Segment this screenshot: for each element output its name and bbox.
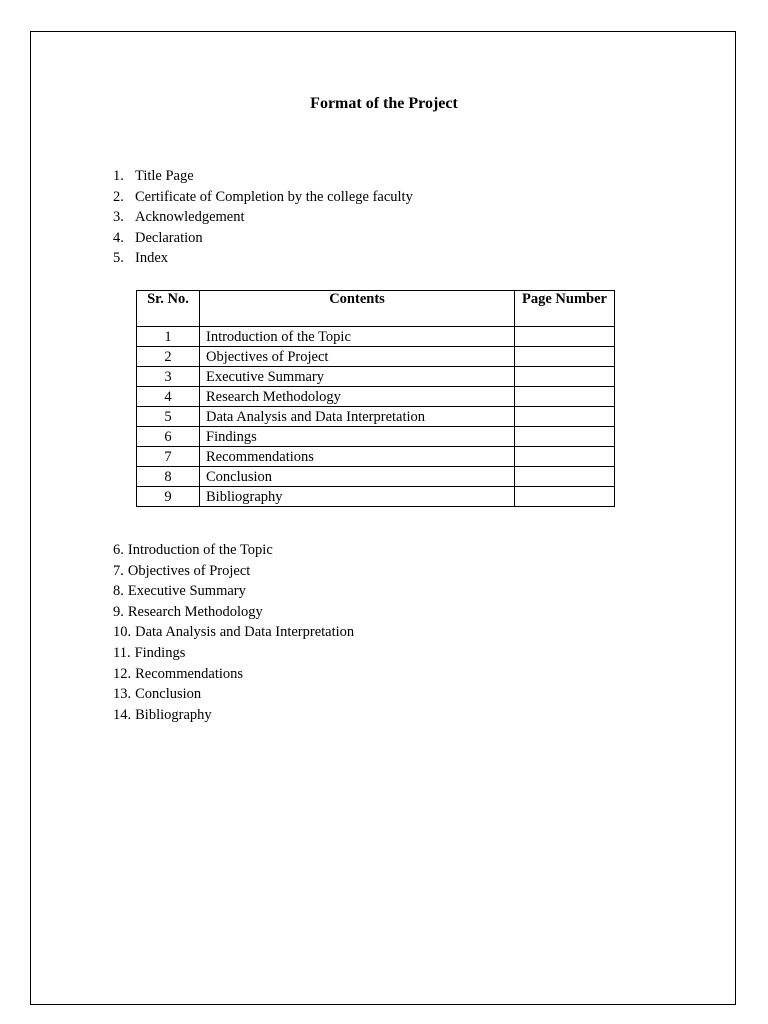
list-item [113, 664, 354, 685]
chapter-list [113, 540, 354, 725]
cell-page-number [515, 467, 615, 487]
list-item [113, 622, 354, 643]
document-title: Format of the Project [310, 95, 458, 112]
list-item-text: Declaration [135, 229, 203, 246]
list-item [113, 248, 413, 269]
front-matter-list [113, 166, 413, 269]
list-item-number: 14. [113, 706, 132, 723]
cell-contents: Conclusion [200, 467, 515, 487]
cell-contents: Introduction of the Topic [200, 327, 515, 347]
list-item-number: 3. [113, 209, 124, 226]
list-item-number: 11. [113, 644, 131, 661]
list-item [113, 540, 354, 561]
list-item [113, 187, 413, 208]
list-item-text: Research Methodology [127, 603, 263, 620]
list-item-number: 1. [113, 168, 124, 184]
header-contents: Contents [200, 291, 515, 327]
list-item [113, 166, 413, 187]
table-row [137, 447, 615, 467]
list-item [113, 643, 354, 664]
cell-sr-no: 7 [137, 447, 200, 467]
list-item-text: Acknowledgement [135, 209, 245, 226]
cell-sr-no: 4 [137, 387, 200, 407]
list-item [113, 207, 413, 228]
list-item-number: 7. [113, 562, 124, 579]
cell-page-number [515, 447, 615, 467]
list-item-text: Findings [134, 644, 186, 661]
cell-page-number [515, 427, 615, 447]
cell-contents: Objectives of Project [200, 347, 515, 367]
cell-page-number [515, 367, 615, 387]
index-table [136, 290, 615, 507]
cell-page-number [515, 407, 615, 427]
table-row [137, 327, 615, 347]
cell-page-number [515, 347, 615, 367]
list-item-number: 9. [113, 603, 124, 620]
cell-sr-no: 5 [137, 407, 200, 427]
cell-sr-no: 2 [137, 347, 200, 367]
list-item [113, 705, 354, 726]
table-row [137, 487, 615, 507]
list-item-text: Index [135, 250, 169, 267]
cell-sr-no: 3 [137, 367, 200, 387]
list-item-number: 5. [113, 250, 124, 267]
cell-page-number [515, 487, 615, 507]
list-item-text: Conclusion [135, 686, 202, 703]
cell-page-number [515, 327, 615, 347]
list-item [113, 581, 354, 602]
table-header-row [137, 291, 615, 327]
table-row [137, 407, 615, 427]
list-item-number: 13. [113, 686, 132, 703]
cell-contents: Executive Summary [200, 367, 515, 387]
cell-sr-no: 6 [137, 427, 200, 447]
table-row [137, 387, 615, 407]
list-item-text: Executive Summary [127, 583, 246, 600]
table-row [137, 467, 615, 487]
list-item-number: 4. [113, 229, 124, 246]
cell-contents: Bibliography [200, 487, 515, 507]
cell-contents: Research Methodology [200, 387, 515, 407]
list-item-number: 10. [113, 624, 132, 641]
table-row [137, 427, 615, 447]
cell-contents: Findings [200, 427, 515, 447]
cell-contents: Data Analysis and Data Interpretation [200, 407, 515, 427]
cell-sr-no: 8 [137, 467, 200, 487]
list-item-text: Introduction of the Topic [127, 542, 273, 558]
list-item [113, 561, 354, 582]
list-item-text: Certificate of Completion by the college faculty [135, 188, 413, 205]
header-sr-no: Sr. No. [137, 291, 200, 327]
list-item-text: Objectives of Project [127, 562, 251, 579]
list-item [113, 228, 413, 249]
table-row [137, 347, 615, 367]
list-item-text: Recommendations [135, 665, 244, 682]
cell-contents: Recommendations [200, 447, 515, 467]
list-item-text: Title Page [135, 168, 194, 184]
cell-sr-no: 9 [137, 487, 200, 507]
list-item-text: Data Analysis and Data Interpretation [135, 624, 355, 641]
list-item-number: 6. [113, 542, 124, 558]
list-item [113, 602, 354, 623]
list-item-number: 8. [113, 583, 124, 600]
list-item-text: Bibliography [135, 706, 212, 723]
list-item-number: 12. [113, 665, 132, 682]
list-item-number: 2. [113, 188, 124, 205]
cell-page-number [515, 387, 615, 407]
header-page-number: Page Number [515, 291, 615, 327]
table-row [137, 367, 615, 387]
list-item [113, 684, 354, 705]
cell-sr-no: 1 [137, 327, 200, 347]
